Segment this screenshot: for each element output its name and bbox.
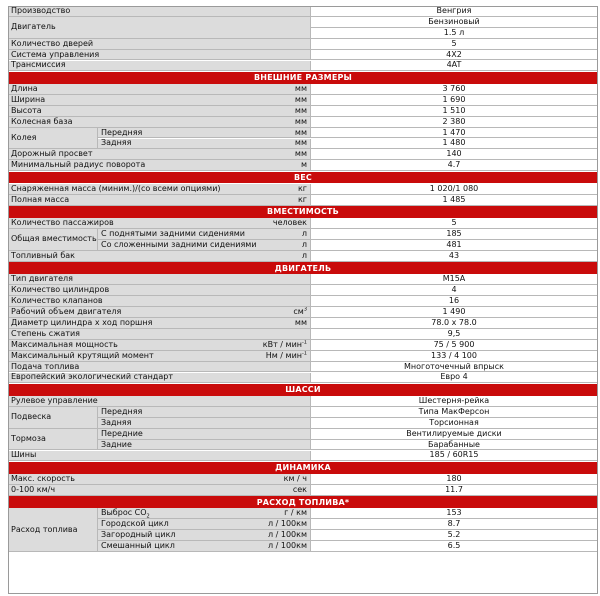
- row-label: [8, 184, 311, 195]
- row-value: 6.5: [311, 541, 598, 552]
- row-value: 1 490: [311, 307, 598, 318]
- row-value: 5.2: [311, 530, 598, 541]
- row-label-text: Дорожный просвет: [11, 149, 93, 159]
- row-value: Шестерня-рейка: [311, 396, 598, 407]
- row-label: [8, 362, 311, 373]
- row-value: 5: [311, 218, 598, 229]
- row-label-text: Высота: [11, 105, 42, 115]
- row-label: [8, 351, 311, 362]
- row-label: [8, 251, 311, 262]
- row-value: Торсионная: [311, 418, 598, 429]
- row-unit: л / 100км: [267, 541, 307, 551]
- row-value: 1 690: [311, 95, 598, 106]
- row-value: 9,5: [311, 329, 598, 340]
- row-sublabel: [98, 519, 311, 530]
- row-label: [8, 50, 311, 61]
- row-label: [8, 95, 311, 106]
- row-label: [8, 396, 311, 407]
- section-header: ДВИГАТЕЛЬ: [8, 262, 598, 274]
- row-unit: л: [301, 240, 307, 249]
- row-label: [8, 474, 311, 485]
- superscript: -1: [302, 350, 307, 356]
- row-label: [8, 6, 311, 17]
- row-value: 11.7: [311, 485, 598, 496]
- group-label: Колея: [8, 128, 98, 150]
- row-value: 78.0 x 78.0: [311, 318, 598, 329]
- sublabel-text: [101, 508, 284, 520]
- row-value: 4.7: [311, 160, 598, 171]
- row-unit: сек: [292, 484, 307, 494]
- row-sublabel: [98, 429, 311, 440]
- sublabel-text: Городской цикл: [101, 519, 169, 529]
- row-value: 16: [311, 296, 598, 307]
- row-sublabel: [98, 128, 311, 139]
- row-label: [8, 61, 311, 72]
- row-unit: л / 100км: [267, 519, 307, 529]
- row-sublabel: [98, 541, 311, 552]
- row-label-text: 0-100 км/ч: [11, 484, 56, 494]
- row-label: [8, 274, 311, 285]
- section-header: ДИНАМИКА: [8, 462, 598, 474]
- row-sublabel: [98, 440, 311, 451]
- row-unit: кг: [297, 183, 307, 193]
- row-label: [8, 17, 311, 39]
- row-label: [8, 160, 311, 171]
- sublabel-text: Передние: [101, 428, 143, 438]
- row-label-text: Производство: [11, 6, 71, 15]
- row-unit: л / 100км: [267, 530, 307, 540]
- group-label: Подвеска: [8, 407, 98, 429]
- row-label-text: Снаряженная масса (миним.)/(со всеми опциями): [11, 183, 221, 193]
- row-value: 180: [311, 474, 598, 485]
- superscript: 3: [303, 307, 307, 313]
- row-label: [8, 39, 311, 50]
- row-label-text: Количество цилиндров: [11, 285, 110, 295]
- sublabel-text: Задняя: [101, 417, 132, 427]
- row-sublabel: [98, 418, 311, 429]
- group-label: Общая вместимость: [8, 229, 98, 251]
- row-label-text: Рулевое управление: [11, 396, 98, 405]
- row-value: 4X2: [311, 50, 598, 61]
- row-label-text: Максимальный крутящий момент: [11, 350, 154, 360]
- row-label: [8, 117, 311, 128]
- row-label-text: Количество пассажиров: [11, 218, 114, 228]
- sublabel-text: Задние: [101, 439, 132, 449]
- row-value: 153: [311, 508, 598, 519]
- row-label-text: Максимальная мощность: [11, 339, 118, 349]
- sublabel-text: Смешанный цикл: [101, 541, 175, 551]
- row-label-text: Количество дверей: [11, 38, 94, 48]
- row-label: [8, 340, 311, 351]
- row-unit: мм: [294, 318, 307, 327]
- row-label: [8, 218, 311, 229]
- unit-text: кВт / мин: [262, 339, 302, 349]
- row-value: 3 760: [311, 84, 598, 95]
- row-unit: [293, 308, 310, 316]
- section-header: ШАССИ: [8, 384, 598, 396]
- unit-text: Нм / мин: [265, 350, 302, 360]
- row-sublabel: [98, 229, 311, 240]
- row-unit: мм: [294, 149, 307, 159]
- row-value: M15A: [311, 274, 598, 285]
- row-value: 75 / 5 900: [311, 340, 598, 351]
- row-label: [8, 451, 311, 462]
- group-label: Тормоза: [8, 429, 98, 451]
- row-label: [8, 285, 311, 296]
- row-unit: л: [301, 229, 307, 239]
- row-label: [8, 318, 311, 329]
- row-unit: м: [300, 160, 307, 170]
- sublabel-main: Выброс CO: [101, 508, 147, 518]
- row-value: Вентилируемые диски: [311, 429, 598, 440]
- subscript: 2: [146, 513, 150, 520]
- section-header: ВНЕШНИЕ РАЗМЕРЫ: [8, 72, 598, 84]
- row-value: Типа МакФерсон: [311, 407, 598, 418]
- row-unit: мм: [294, 105, 307, 115]
- row-label: [8, 373, 311, 384]
- row-label: [8, 106, 311, 117]
- row-value: 140: [311, 149, 598, 160]
- group-label: Расход топлива: [8, 508, 98, 552]
- row-label-text: Минимальный радиус поворота: [11, 160, 146, 170]
- row-value: Бензиновый: [311, 17, 598, 28]
- row-value: 481: [311, 240, 598, 251]
- row-value: 1 485: [311, 195, 598, 206]
- row-value: 4AT: [311, 61, 598, 72]
- row-label-text: Степень сжатия: [11, 328, 80, 338]
- sublabel-text: Передняя: [101, 127, 143, 137]
- row-unit: г / км: [284, 508, 307, 518]
- row-sublabel: [98, 139, 311, 150]
- row-label-text: Колесная база: [11, 116, 73, 126]
- row-value: Венгрия: [311, 6, 598, 17]
- row-value: Барабанные: [311, 440, 598, 451]
- row-value: 43: [311, 251, 598, 262]
- row-value: 133 / 4 100: [311, 351, 598, 362]
- row-sublabel: [98, 508, 311, 519]
- row-label-text: Количество клапанов: [11, 296, 103, 306]
- row-label-text: Ширина: [11, 94, 46, 104]
- row-label-text: Подача топлива: [11, 361, 80, 371]
- row-value: 4: [311, 285, 598, 296]
- row-value: 1 510: [311, 106, 598, 117]
- row-value: 185: [311, 229, 598, 240]
- row-unit: человек: [272, 218, 307, 228]
- row-unit: [266, 352, 310, 360]
- row-value: 5: [311, 39, 598, 50]
- row-label-text: Полная масса: [11, 194, 70, 204]
- row-label: [8, 485, 311, 496]
- row-label: [8, 329, 311, 340]
- row-label-text: Тип двигателя: [11, 274, 73, 284]
- row-label-text: Длина: [11, 84, 38, 93]
- row-value: Многоточечный впрыск: [311, 362, 598, 373]
- row-label: [8, 84, 311, 95]
- row-label-text: Топливный бак: [11, 250, 75, 260]
- sublabel-text: С поднятыми задними сидениями: [101, 229, 246, 239]
- sublabel-text: Передняя: [101, 406, 143, 416]
- row-label-text: Диаметр цилиндра x ход поршня: [11, 318, 153, 327]
- row-label: [8, 195, 311, 206]
- row-unit: мм: [294, 127, 307, 137]
- section-header: РАСХОД ТОПЛИВА*: [8, 496, 598, 508]
- row-label-text: Рабочий объем двигателя: [11, 307, 122, 317]
- row-label-text: Макс. скорость: [11, 474, 75, 483]
- row-sublabel: [98, 407, 311, 418]
- row-label-text: Европейский экологический стандарт: [11, 372, 173, 382]
- unit-text: см: [293, 307, 304, 317]
- sublabel-text: Загородный цикл: [101, 530, 176, 540]
- row-value-extra: 1.5 л: [311, 28, 598, 39]
- row-value: 1 470: [311, 128, 598, 139]
- row-value: 185 / 60R15: [311, 451, 598, 462]
- row-unit: л: [301, 250, 307, 260]
- row-unit: мм: [294, 94, 307, 104]
- sublabel-text: Со сложенными задними сидениями: [101, 240, 257, 249]
- row-value: 1 480: [311, 139, 598, 150]
- row-value: 1 020/1 080: [311, 184, 598, 195]
- row-value: 2 380: [311, 117, 598, 128]
- row-unit: [263, 341, 310, 349]
- row-label-text: Шины: [11, 450, 37, 460]
- row-value: Евро 4: [311, 373, 598, 384]
- row-sublabel: [98, 530, 311, 541]
- row-unit: мм: [294, 138, 307, 148]
- row-sublabel: [98, 240, 311, 251]
- superscript: -1: [302, 339, 307, 346]
- row-unit: мм: [294, 84, 307, 93]
- row-unit: мм: [294, 116, 307, 126]
- sublabel-text: Задняя: [101, 138, 132, 148]
- row-label-text: Трансмиссия: [11, 60, 66, 70]
- row-label: [8, 307, 311, 318]
- row-unit: км / ч: [283, 474, 307, 483]
- section-header: ВМЕСТИМОСТЬ: [8, 206, 598, 218]
- section-header: ВЕС: [8, 172, 598, 184]
- row-label-text: Система управления: [11, 49, 100, 59]
- row-unit: кг: [297, 194, 307, 204]
- row-label: [8, 296, 311, 307]
- row-label: [8, 149, 311, 160]
- row-value: 8.7: [311, 519, 598, 530]
- row-label-text: Двигатель: [11, 22, 56, 32]
